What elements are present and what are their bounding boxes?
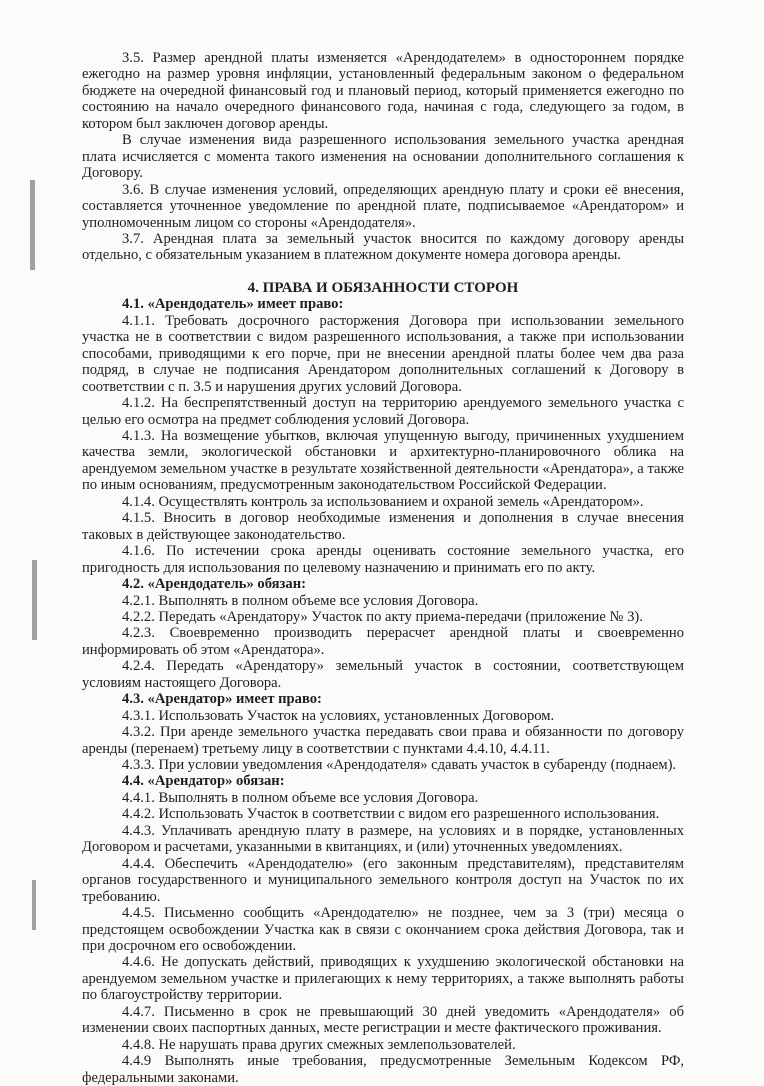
clause-paragraph: 4.4.9 Выполнять иные требования, предусмотренные Земельным Кодексом РФ, федеральными законами. [82, 1053, 684, 1086]
clause-paragraph: 4.4.4. Обеспечить «Арендодателю» (его законным представителям), представителям органов государственного и муниципального земельного контроля доступ на Участок по их требованию. [82, 855, 684, 905]
clause-paragraph: 4.3.2. При аренде земельного участка передавать свои права и обязанности по договору аренды (перенаем) третьему лицу в соответствии с пунктами 4.4.10, 4.4.11. [82, 724, 684, 757]
paragraph-3-6: 3.6. В случае изменения условий, определяющих арендную плату и сроки её внесения, составляется уточненное уведомление по арендной плате, подписываемое «Арендатором» и уполномоченным лицом со стороны «Арендодателя». [82, 181, 684, 231]
clause-paragraph: 4.4.5. Письменно сообщить «Арендодателю» не позднее, чем за 3 (три) месяца о предстоящем освобождении Участка как в связи с окончанием срока действия Договора, так и при досрочном его освобождении. [82, 905, 684, 955]
clause-paragraph: 4.1.1. Требовать досрочного расторжения Договора при использовании земельного участка не в соответствии с видом разрешенного использования, а также при использовании способами, приводящими к его порче, при не внесении арендной платы более чем два раза подряд, в случае не подписания Арендатором дополнительных соглашений к Договору в соответствии с п. 3.5 и нарушения других условий Договора. [82, 312, 684, 395]
clause-paragraph: 4.2.4. Передать «Арендатору» земельный участок в состоянии, соответствующем условиям настоящего Договора. [82, 658, 684, 691]
scan-artifact [32, 560, 37, 640]
subsection-heading: 4.4. «Арендатор» обязан: [122, 773, 285, 790]
clause-paragraph: 4.4.8. Не нарушать права других смежных землепользователей. [122, 1036, 516, 1053]
section-3 [82, 50, 684, 264]
subsection-heading: 4.2. «Арендодатель» обязан: [122, 576, 306, 593]
clause-paragraph: 4.1.3. На возмещение убытков, включая упущенную выгоду, причиненных ухудшением качества земли, экологической обстановки и архитектурно-планировочного облика на арендуемом земельном участке в результате хозяйственной деятельности «Арендатора», а также по иным основаниям, предусмотренным законодательством Российской Федерации. [82, 427, 684, 494]
clause-paragraph: 4.4.6. Не допускать действий, приводящих к ухудшению экологической обстановки на арендуемом земельном участке и прилегающих к нему территориях, а также выполнять работы по благоустройству территории. [82, 954, 684, 1004]
clause-paragraph: 4.4.7. Письменно в срок не превышающий 30 дней уведомить «Арендодателя» об изменении своих паспортных данных, месте регистрации и месте фактического проживания. [82, 1003, 684, 1037]
subsection-heading: 4.1. «Арендодатель» имеет право: [122, 296, 344, 313]
section-4 [82, 280, 684, 1086]
clause-paragraph: 4.1.6. По истечении срока аренды оценивать состояние земельного участка, его пригодность для использования по целевому назначению и принимать его по акту. [82, 543, 684, 576]
clause-paragraph: 4.2.1. Выполнять в полном объеме все условия Договора. [122, 592, 479, 609]
document-page [82, 50, 684, 1086]
scan-artifact [30, 180, 35, 270]
clause-paragraph: 4.4.2. Использовать Участок в соответствии с видом его разрешенного использования. [122, 806, 660, 823]
clause-paragraph: 4.1.4. Осуществлять контроль за использованием и охраной земель «Арендатором». [122, 493, 644, 510]
paragraph-3-7: 3.7. Арендная плата за земельный участок вносится по каждому договору аренды отдельно, с обязательным указанием в платежном документе номера договора аренды. [82, 230, 684, 264]
clause-paragraph: 4.1.2. На беспрепятственный доступ на территорию арендуемого земельного участка с целью его осмотра на предмет соблюдения условий Договора. [82, 395, 684, 428]
clause-paragraph: 4.3.1. Использовать Участок на условиях, установленных Договором. [122, 707, 555, 724]
clause-paragraph: 4.3.3. При условии уведомления «Арендодателя» сдавать участок в субаренду (поднаем). [122, 757, 677, 774]
section-title: 4. ПРАВА И ОБЯЗАННОСТИ СТОРОН [247, 279, 519, 296]
clause-paragraph: 4.4.3. Уплачивать арендную плату в размере, на условиях и в порядке, установленных Договором и расчетами, указанными в квитанциях, и (или) уточненных уведомлениях. [82, 822, 684, 856]
clause-paragraph: 4.1.5. Вносить в договор необходимые изменения и дополнения в случае внесения таковых в действующее законодательство. [82, 510, 684, 543]
clause-paragraph: 4.4.1. Выполнять в полном объеме все условия Договора. [122, 789, 479, 806]
clause-paragraph: 4.2.3. Своевременно производить перерасчет арендной платы и своевременно информировать об этом «Арендатора». [82, 625, 684, 658]
clause-paragraph: 4.2.2. Передать «Арендатору» Участок по акту приема-передачи (приложение № 3). [122, 608, 643, 625]
scan-artifact [32, 880, 36, 930]
paragraph-3-5-b: В случае изменения вида разрешенного использования земельного участка арендная плата исчисляется с момента такого изменения на основании дополнительного соглашения к Договору. [82, 132, 684, 182]
subsection-heading: 4.3. «Арендатор» имеет право: [122, 691, 322, 708]
paragraph-3-5: 3.5. Размер арендной платы изменяется «Арендодателем» в одностороннем порядке ежегодно на размер уровня инфляции, установленный федеральным законом о федеральном бюджете на очередной финансовый год и плановый период, который применяется ежегодно по состоянию на начало очередного финансового года, начиная с года, следующего за годом, в котором был заключен договор аренды. [82, 50, 684, 132]
